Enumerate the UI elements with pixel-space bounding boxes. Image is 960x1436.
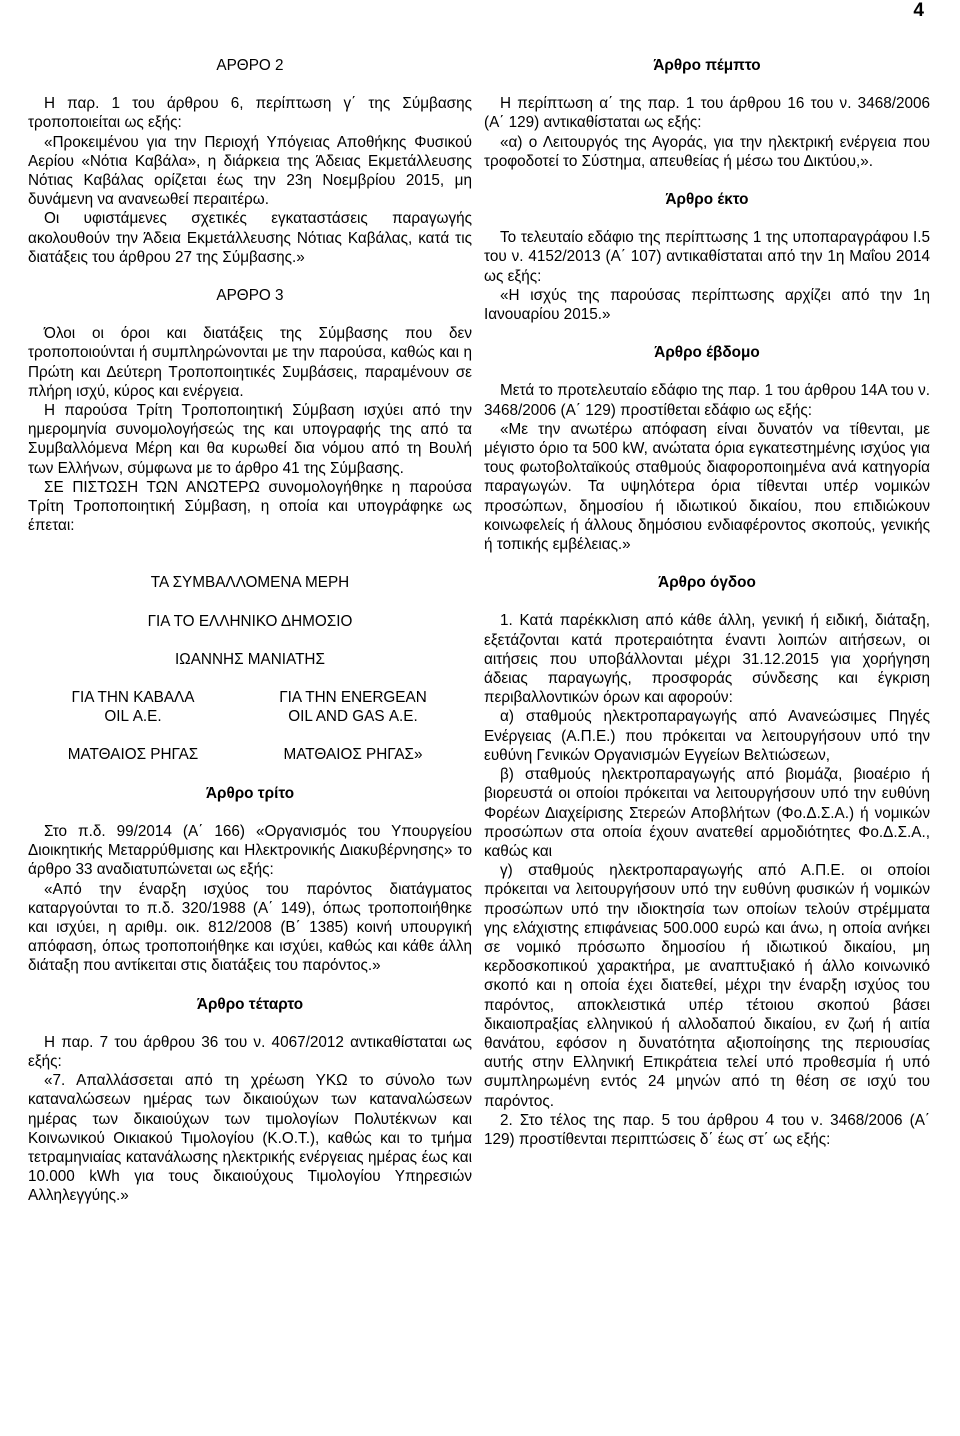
signatory-kavala-name: ΜΑΤΘΑΙΟΣ ΡΗΓΑΣ [67,746,199,764]
article-fourth-heading: Άρθρο τέταρτο [196,995,304,1013]
article-sixth-paragraph: Το τελευταίο εδάφιο της περίπτωσης 1 της υποπαραγράφου Ι.5 του ν. 4152/2013 (Α΄ 107) αντικαθίσταται από την 1η Μαΐου 2014 ως εξής: [484,229,930,285]
signatory-kavala-company: OIL Α.Ε. [104,708,162,726]
page-number: 4 [913,0,924,21]
signatory-energean-label: ΓΙΑ ΤΗΝ ENERGEAN [279,689,427,707]
signatory-energean-name: ΜΑΤΘΑΙΟΣ ΡΗΓΑΣ» [283,746,423,764]
article-fourth-paragraph: Η παρ. 7 του άρθρου 36 του ν. 4067/2012 αντικαθίσταται ως εξής: [28,1033,472,1070]
article-eighth-paragraph: 1. Κατά παρέκκλιση από κάθε άλλη, γενική ή ειδική, διάταξη, εξετάζονται κατά προτεραιότητα έναντι λοιπών αιτήσεων, οι αιτήσεις που υποβάλλονται μέχρι 31.12.2015 για χορήγηση άδειας παραγωγής, προσφοράς σύνδεσης και έγκριση περιβαλλοντικών όρων και αφορούν: [484,612,930,707]
article-eighth-heading: Άρθρο όγδοο [658,574,756,592]
article-3-paragraph: ΣΕ ΠΙΣΤΩΣΗ ΤΩΝ ΑΝΩΤΕΡΩ συνομολογήθηκε η παρούσα Τρίτη Τροποποιητική Σύμβαση, η οποία και υπογράφηκε ως έπεται: [28,478,472,535]
article-third-heading: Άρθρο τρίτο [205,784,295,802]
signatories-heading: ΤΑ ΣΥΜΒΑΛΛΟΜΕΝΑ ΜΕΡΗ [150,574,350,592]
article-3-heading: ΑΡΘΡΟ 3 [216,287,284,305]
article-2-paragraph: Η παρ. 1 του άρθρου 6, περίπτωση γ΄ της Σύμβασης τροποποιείται ως εξής: [28,95,472,132]
article-fifth-paragraph: «α) ο Λειτουργός της Αγοράς, για την ηλεκτρική ενέργεια που τροφοδοτεί το Σύστημα, απευθείας ή μέσω του Δικτύου,». [484,133,930,170]
article-3-paragraph: Όλοι οι όροι και διατάξεις της Σύμβασης που δεν τροποποιούνται ή συμπληρώνονται με την παρούσα, καθώς και η Πρώτη και Δεύτερη Τροποποιητικές Συμβάσεις, παραμένουν σε πλήρη ισχύ, κύρος και ενέργεια. [28,325,472,400]
article-fifth-paragraph: Η περίπτωση α΄ της παρ. 1 του άρθρου 16 του ν. 3468/2006 (Α΄ 129) αντικαθίσταται ως εξής: [484,95,930,132]
article-sixth-heading: Άρθρο έκτο [665,191,749,209]
article-fifth-heading: Άρθρο πέμπτο [653,57,761,74]
article-2-paragraph: Οι υφιστάμενες σχετικές εγκαταστάσεις παραγωγής ακολουθούν την Άδεια Εκμετάλλευσης Νότιας Καβάλας, κατά τις διατάξεις του άρθρου 27 της Σύμβασης.» [28,210,472,266]
article-third-paragraph: «Από την έναρξη ισχύος του παρόντος διατάγματος καταργούνται το π.δ. 320/1988 (Α΄ 149), όπως τροποποιήθηκε και ισχύει, η αριθμ. οικ. 812/2008 (Β΄ 1385) κοινή υπουργική απόφαση, όπως τροποποιήθηκε και ισχύει, καθώς και κάθε άλλη διάταξη που αντίκειται στις διατάξεις του παρόντος.» [28,880,472,975]
signatory-names-row [28,745,472,764]
article-third-paragraph: Στο π.δ. 99/2014 (Α΄ 166) «Οργανισμός του Υπουργείου Διοικητικής Μεταρρύθμισης και Ηλεκτρονικής Διακυβέρνησης» το άρθρο 33 αναδιατυπώνεται ως εξής: [28,822,472,879]
signatory-state-name: ΙΩΑΝΝΗΣ ΜΑΝΙΑΤΗΣ [175,650,325,668]
signatory-kavala-label: ΓΙΑ ΤΗΝ ΚΑΒΑΛΑ [71,689,195,707]
signatory-energean-company: OIL AND GAS Α.Ε. [288,708,418,726]
left-column [28,56,472,1206]
article-2-heading: ΑΡΘΡΟ 2 [216,57,284,74]
article-sixth-paragraph: «Η ισχύς της παρούσας περίπτωσης αρχίζει από την 1η Ιανουαρίου 2015.» [484,286,930,324]
article-eighth-paragraph: α) σταθμούς ηλεκτροπαραγωγής από Ανανεώσιμες Πηγές Ενέργειας (Α.Π.Ε.) που πρόκειται να λειτουργήσουν υπό την ευθύνη Γενικών Οργανισμών Εγγείων Βελτιώσεων, [484,708,930,764]
signatory-companies-row [28,688,472,707]
signatory-companies-row-2 [28,707,472,726]
article-eighth-paragraph: β) σταθμούς ηλεκτροπαραγωγής από βιομάζα, βιοαέριο ή βιορευστά οι οποίοι πρόκειται να λειτουργήσουν υπό την ευθύνη Φορέων Διαχείρισης Στερεών Αποβλήτων (Φο.Δ.Σ.Α.) ή νομικών προσώπων στα οποία έχουν ανατεθεί αρμοδιότητες Φο.Δ.Σ.Α., καθώς και [484,766,930,860]
article-seventh-paragraph: «Με την ανωτέρω απόφαση είναι δυνατόν να τίθενται, με μέγιστο όριο τα 500 kW, ανώτατα όρια εγκατεστημένης ισχύος για τους φωτοβολταϊκούς σταθμούς διαφοροποιημένα ανά κατηγορία παραγωγών. Τα υψηλότερα όρια τίθενται υπέρ νομικών προσώπων, δημοσίου ή ιδιωτικού δικαίου, που επιδιώκουν κοινωφελείς ή άλλους δημόσιου ενδιαφέροντος σκοπούς, γενικής ή τοπικής εμβέλειας.» [484,420,930,554]
signatory-state-label: ΓΙΑ ΤΟ ΕΛΛΗΝΙΚΟ ΔΗΜΟΣΙΟ [147,612,353,630]
article-eighth-paragraph: γ) σταθμούς ηλεκτροπαραγωγής από Α.Π.Ε. οι οποίοι πρόκειται να λειτουργήσουν υπό την ευθύνη φυσικών ή νομικών προσώπων υπό την ιδιοκτησία των οποίων τελούν στρέμματα γης ελάχιστης επιφάνειας 500.000 ευρώ και άνω, η οποία ανήκει σε νομικό πρόσωπο δημοσίου ή ιδιωτικού δικαίου, μη κερδοσκοπικού χαρακτήρα, με αναπτυξιακό ή άλλο κοινωνικό σκοπό και η οποία έχει διατεθεί, μέχρι την έναρξη ισχύος του παρόντος, αποκλειστικά υπέρ τέτοιου σκοπού βάσει δικαιοπραξίας ελληνικού ή αλλοδαπού δικαίου, εν ζωή ή αιτία θανάτου, εφόσον η δυνατότητα αξιοποίησης της περιουσίας αυτής στην Ελληνική Επικράτεια τελεί υπό προθεσμία ή υπό συμπληρωμένη εντός 24 μηνών από τη θέση σε ισχύ του παρόντος. [484,862,930,1110]
article-eighth-paragraph: 2. Στο τέλος της παρ. 5 του άρθρου 4 του ν. 3468/2006 (Α΄ 129) προστίθενται περιπτώσεις δ΄ έως στ΄ ως εξής: [484,1111,930,1148]
article-2-paragraph: «Προκειμένου για την Περιοχή Υπόγειας Αποθήκης Φυσικού Αερίου «Νότια Καβάλα», η διάρκεια της Άδειας Εκμετάλλευσης Νότιας Καβάλας ορίζεται έως την 23η Νοεμβρίου 2015, μη δυνάμενη να ανανεωθεί περαιτέρω. [28,133,472,209]
right-column [484,56,930,1149]
article-seventh-paragraph: Μετά το προτελευταίο εδάφιο της παρ. 1 του άρθρου 14Α του ν. 3468/2006 (Α΄ 129) προστίθεται εδάφιο ως εξής: [484,382,930,419]
article-seventh-heading: Άρθρο έβδομο [654,344,760,362]
article-3-paragraph: Η παρούσα Τρίτη Τροποποιητική Σύμβαση ισχύει από την ημερομηνία συνομολογήσεώς της και υπογραφής της από τα Συμβαλλόμενα Μέρη και θα κυρωθεί δια νόμου από τη Βουλή των Ελλήνων, σύμφωνα με το άρθρο 41 της Σύμβασης. [28,402,472,477]
article-fourth-paragraph: «7. Απαλλάσσεται από τη χρέωση ΥΚΩ το σύνολο των καταναλώσεων ημέρας των δικαιούχων των καταναλώσεων ημέρας των δικαιούχων των τιμολογίων Πολυτέκνων και Κοινωνικού Οικιακού Τιμολογίου (Κ.Ο.Τ.), καθώς και το τμήμα τετραμηνιαίας κατανάλωσης ηλεκτρικής ενέργειας ημέρας έως και 10.000 kWh για τους δικαιούχους Τιμολογίου Υπηρεσιών Αλληλεγγύης.» [28,1072,472,1205]
